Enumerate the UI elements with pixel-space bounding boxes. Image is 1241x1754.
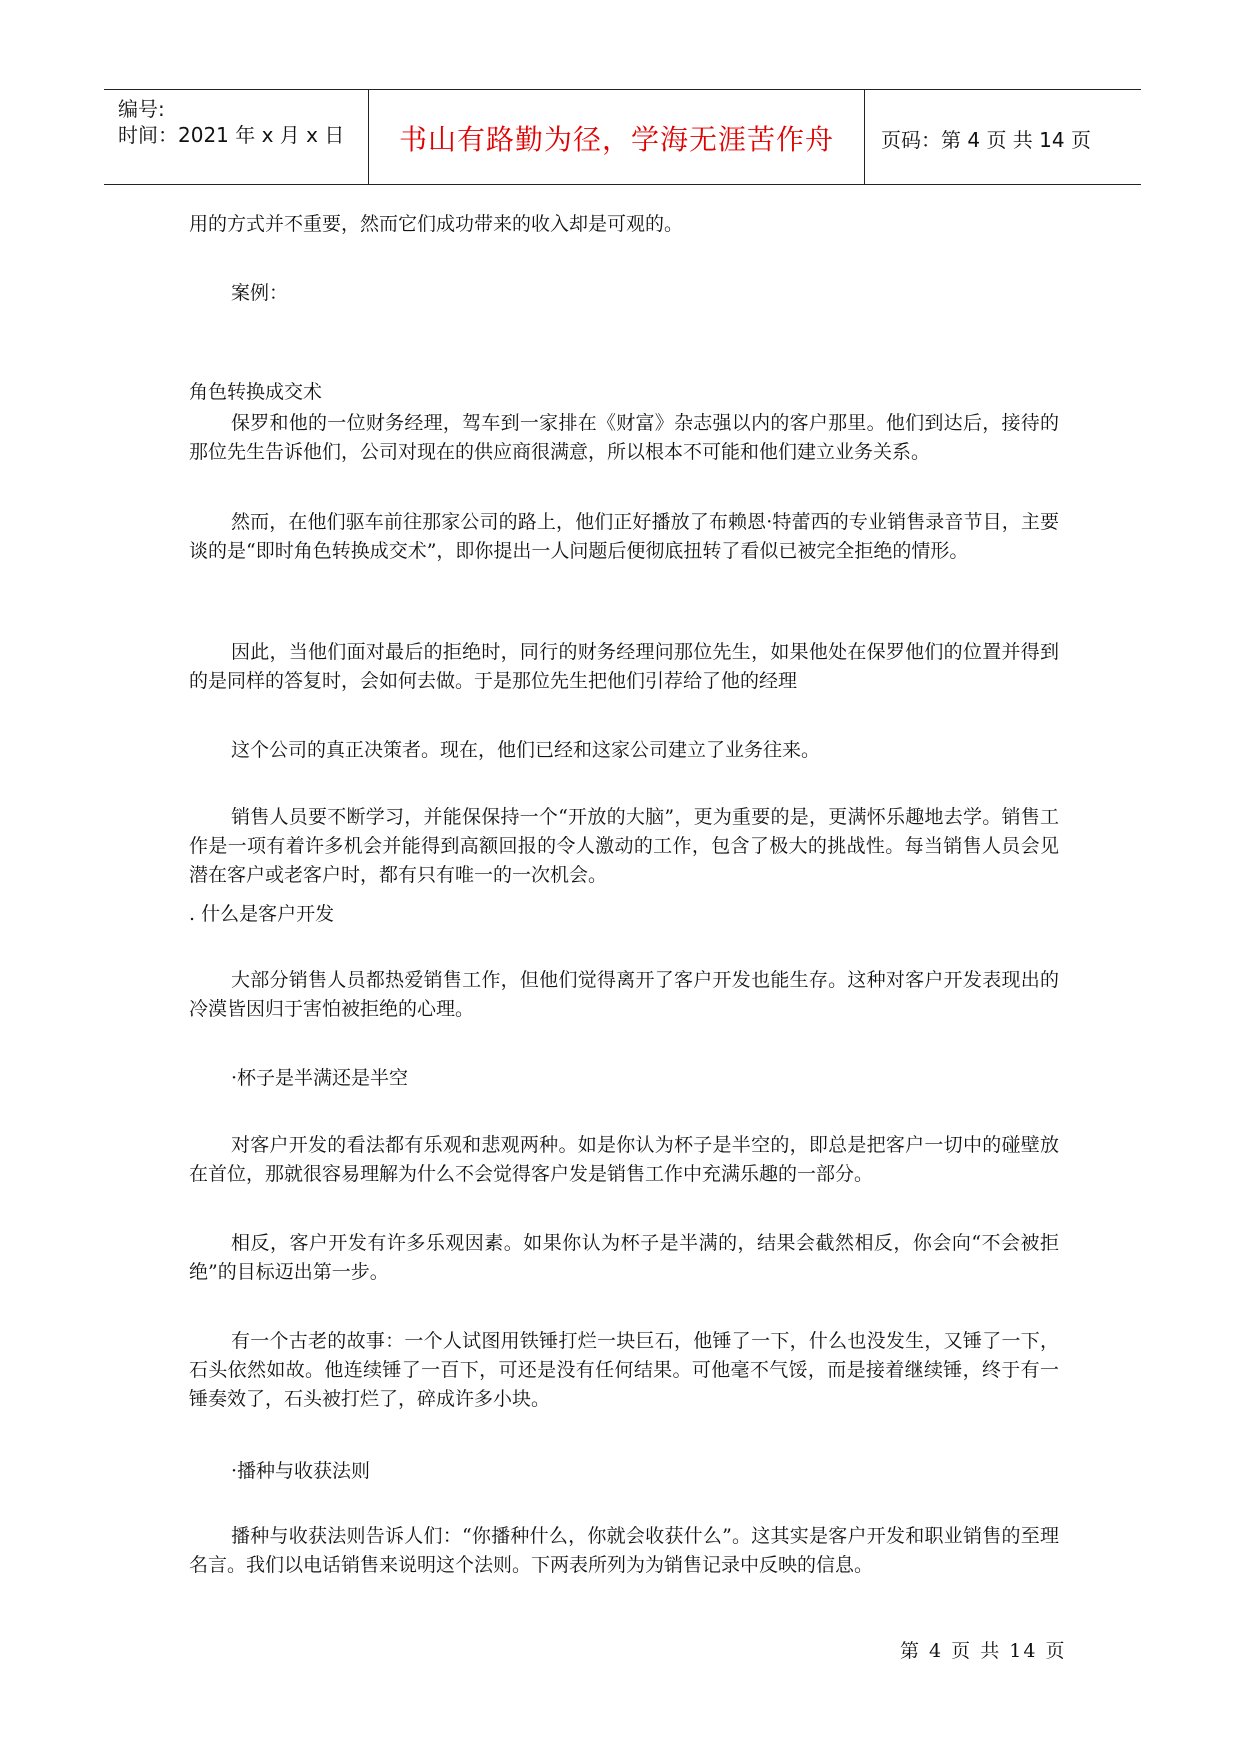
- section-heading: ·播种与收获法则: [231, 1460, 371, 1482]
- header-motto: 书山有路勤为径，学海无涯苦作舟: [398, 123, 834, 156]
- page-footer: 第 4 页 共 14 页: [900, 1640, 1067, 1662]
- paragraph: 这个公司的真正决策者。现在，他们已经和这家公司建立了业务往来。: [231, 739, 821, 761]
- paragraph: 有一个古老的故事：一个人试图用铁锤打烂一块巨石，他锤了一下，什么也没发生，又锤了一下，石头依然如故。他连续锤了一百下，可还是没有任何结果。可他毫不气馁，而是接着继续锤，终于有一锤奏效了，石头被打烂了，碎成许多小块。: [189, 1330, 1059, 1410]
- paragraph: 案例：: [231, 282, 289, 304]
- section-heading: 角色转换成交术: [189, 381, 323, 403]
- paragraph: 保罗和他的一位财务经理，驾车到一家排在《财富》杂志强以内的客户那里。他们到达后，接待的那位先生告诉他们，公司对现在的供应商很满意，所以根本不可能和他们建立业务关系。: [189, 412, 1059, 463]
- paragraph: 播种与收获法则告诉人们：“你播种什么，你就会收获什么”。这其实是客户开发和职业销售的至理名言。我们以电话销售来说明这个法则。下两表所列为为销售记录中反映的信息。: [189, 1525, 1059, 1576]
- header-motto-cell: [369, 90, 865, 184]
- section-heading: ·杯子是半满还是半空: [231, 1067, 409, 1089]
- section-heading: . 什么是客户开发: [189, 903, 335, 925]
- header-right-cell: [865, 90, 1141, 184]
- paragraph: 销售人员要不断学习，并能保保持一个“开放的大脑”，更为重要的是，更满怀乐趣地去学。销售工作是一项有着许多机会并能得到高额回报的令人激动的工作，包含了极大的挑战性。每当销售人员会见潜在客户或老客户时，都有只有唯一的一次机会。: [189, 806, 1059, 886]
- header-page-info: 页码：第 4 页 共 14 页: [881, 128, 1091, 152]
- paragraph: 大部分销售人员都热爱销售工作，但他们觉得离开了客户开发也能生存。这种对客户开发表现出的冷漠皆因归于害怕被拒绝的心理。: [189, 969, 1059, 1020]
- header-left-cell: [104, 90, 369, 184]
- paragraph: 相反，客户开发有许多乐观因素。如果你认为杯子是半满的，结果会截然相反，你会向“不会被拒绝”的目标迈出第一步。: [189, 1232, 1059, 1283]
- document-time-label: 时间：2021 年 x 月 x 日: [118, 123, 345, 147]
- page-header: [104, 89, 1141, 185]
- paragraph: 对客户开发的看法都有乐观和悲观两种。如是你认为杯子是半空的，即总是把客户一切中的碰壁放在首位，那就很容易理解为什么不会觉得客户发是销售工作中充满乐趣的一部分。: [189, 1134, 1059, 1185]
- paragraph: 因此，当他们面对最后的拒绝时，同行的财务经理问那位先生，如果他处在保罗他们的位置并得到的是同样的答复时，会如何去做。于是那位先生把他们引荐给了他的经理: [189, 641, 1059, 692]
- paragraph: 用的方式并不重要，然而它们成功带来的收入却是可观的。: [189, 213, 684, 235]
- paragraph: 然而，在他们驱车前往那家公司的路上，他们正好播放了布赖恩·特蕾西的专业销售录音节目，主要谈的是“即时角色转换成交术”，即你提出一人问题后便彻底扭转了看似已被完全拒绝的情形。: [189, 511, 1059, 562]
- document-number-label: 编号:: [118, 97, 165, 121]
